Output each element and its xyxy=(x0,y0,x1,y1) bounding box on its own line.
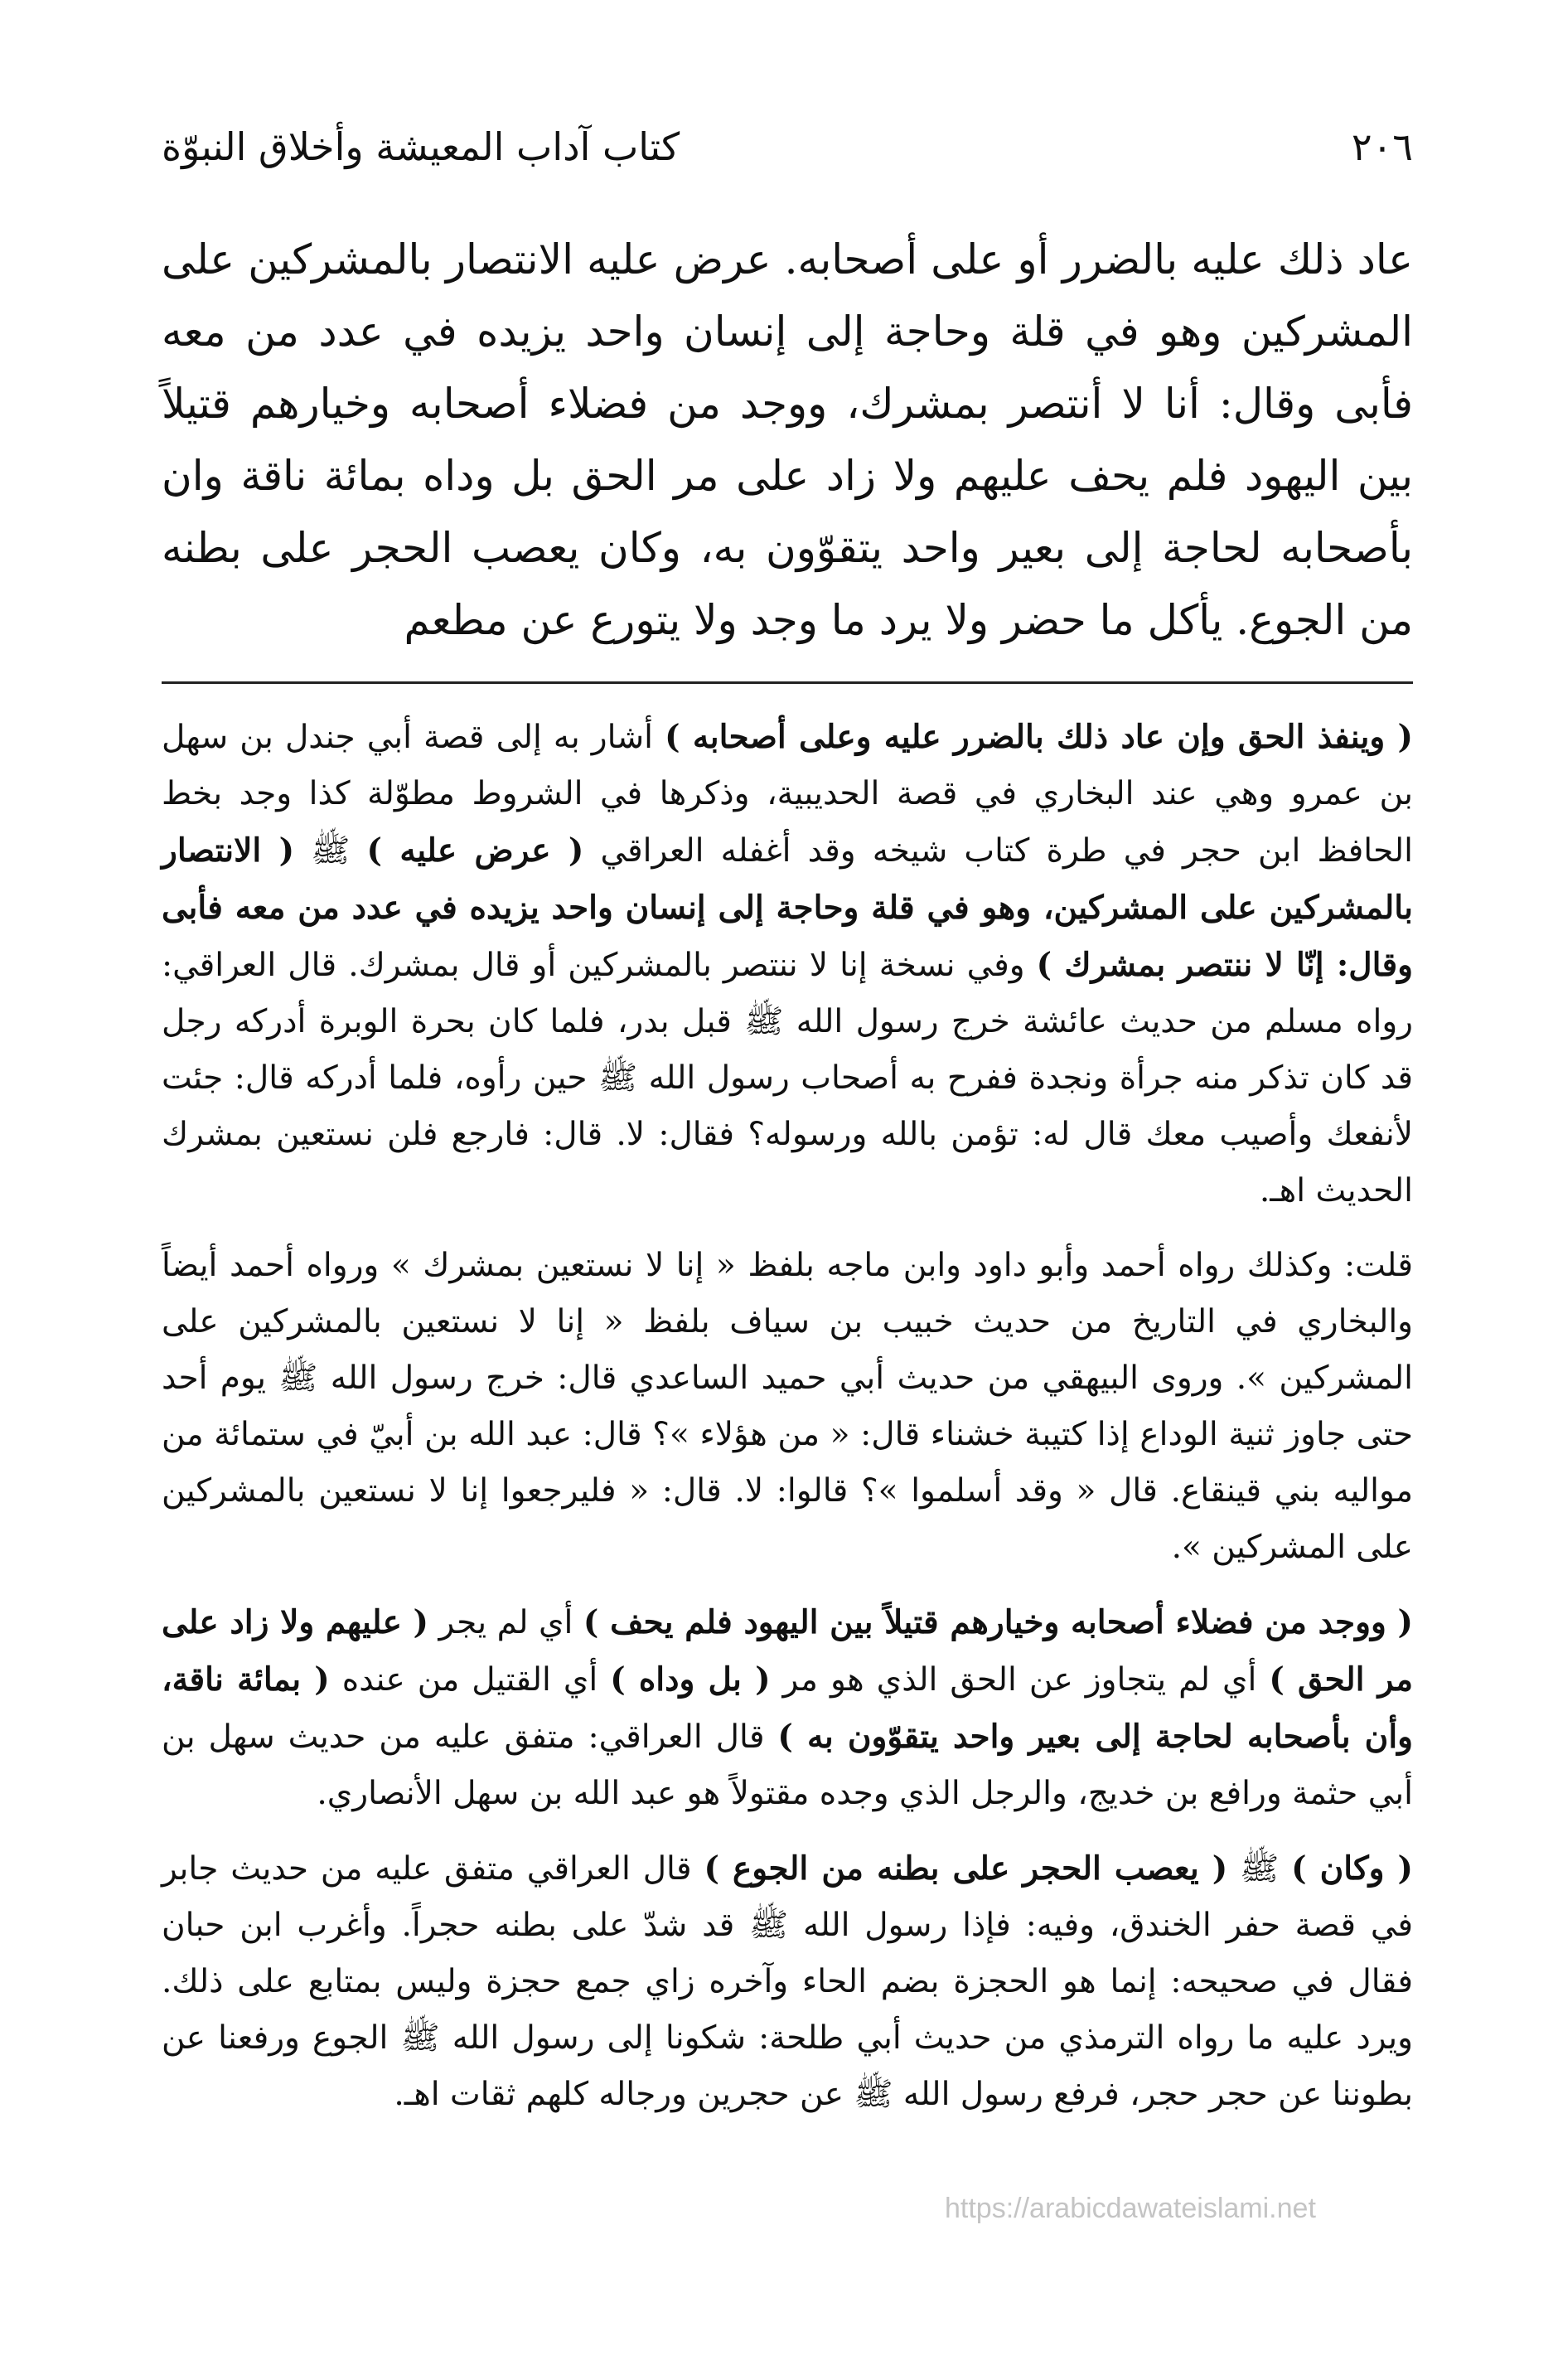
commentary-text: ﷺ xyxy=(294,832,367,870)
commentary-paragraph xyxy=(162,709,1413,1219)
watermark: https://arabicdawateislami.net xyxy=(945,2193,1316,2224)
book-page xyxy=(162,124,1413,2141)
commentary-paragraph xyxy=(162,1840,1413,2123)
commentary-text: قال العراقي: متفق عليه من حديث سهل بن أبي حثمة ورافع بن خديج، والرجل الذي وجده مقتولاً هو عبد الله بن سهل الأنصاري. xyxy=(162,1718,1413,1812)
commentary-text: أشار به إلى قصة أبي جندل بن سهل بن عمرو وهي عند البخاري في قصة الحديبية، وذكرها في الشروط مطوّلة كذا وجد بخط الحافظ ابن حجر في طرة كتاب شيخه وقد أغفله العراقي xyxy=(162,719,1413,870)
commentary-text: أي لم يجر xyxy=(428,1604,583,1641)
commentary-paragraph xyxy=(162,1238,1413,1576)
footnote-divider xyxy=(162,681,1413,684)
book-title: كتاب آداب المعيشة وأخلاق النبوّة xyxy=(162,124,680,169)
commentary-text: أي القتيل من عنده xyxy=(329,1661,611,1699)
quoted-phrase: ( الانتصار بالمشركين على المشركين، وهو في قلة وحاجة إلى إنسان واحد يزيده في عدد من معه فأبى وقال: إنّا لا ننتصر بمشرك ) xyxy=(162,831,1413,984)
commentary-paragraph xyxy=(162,1594,1413,1822)
commentary-text: قال العراقي متفق عليه من حديث جابر في قصة حفر الخندق، وفيه: فإذا رسول الله ﷺ قد شدّ على بطنه حجراً. وأغرب ابن حبان فقال في صحيحه: إنما هو الحجزة بضم الحاء وآخره زاي جمع حجزة وليس بمتابع على ذلك. ويرد عليه ما رواه الترمذي من حديث أبي طلحة: شكونا إلى رسول الله ﷺ الجوع ورفعنا عن بطوننا عن حجر حجر، فرفع رسول الله ﷺ عن حجرين ورجاله كلهم ثقات اهـ. xyxy=(162,1850,1413,2113)
commentary-text: قلت: وكذلك رواه أحمد وأبو داود وابن ماجه بلفظ « إنا لا نستعين بمشرك » ورواه أحمد أيضاً والبخاري في التاريخ من حديث خبيب بن سياف بلفظ « إنا لا نستعين بالمشركين على المشركين ». وروى البيهقي من حديث أبي حميد الساعدي قال: خرج رسول الله ﷺ يوم أحد حتى جاوز ثنية الوداع إذا كتيبة خشناء قال: « من هؤلاء »؟ قال: عبد الله بن أبيّ في ستمائة من مواليه بني قينقاع. قال « وقد أسلموا »؟ قالوا: لا. قال: « فليرجعوا إنا لا نستعين بالمشركين على المشركين ». xyxy=(162,1247,1413,1566)
quoted-phrase: ( بمائة ناقة، وأن بأصحابه لحاجة إلى بعير واحد يتقوّون به ) xyxy=(162,1660,1413,1756)
page-number: ٢٠٦ xyxy=(1351,124,1413,169)
main-text xyxy=(162,224,1413,657)
main-paragraph: عاد ذلك عليه بالضرر أو على أصحابه. عرض عليه الانتصار بالمشركين على المشركين وهو في قلة وحاجة إلى إنسان واحد يزيده في عدد من معه فأبى وقال: أنا لا أنتصر بمشرك، ووجد من فضلاء أصحابه وخيارهم قتيلاً بين اليهود فلم يحف عليهم ولا زاد على مر الحق بل وداه بمائة ناقة وان بأصحابه لحاجة إلى بعير واحد يتقوّون به، وكان يعصب الحجر على بطنه من الجوع. يأكل ما حضر ولا يرد ما وجد ولا يتورع عن مطعم xyxy=(162,235,1413,644)
page-header xyxy=(162,124,1413,191)
quoted-phrase: ( عرض عليه ) xyxy=(366,831,584,870)
commentary-text: أي لم يتجاوز عن الحق الذي هو مر xyxy=(770,1661,1270,1699)
quoted-phrase: ( ووجد من فضلاء أصحابه وخيارهم قتيلاً بين اليهود فلم يحف ) xyxy=(583,1603,1413,1641)
quoted-phrase: ( عليهم ولا زاد على مر الحق ) xyxy=(162,1603,1414,1699)
commentary xyxy=(162,709,1413,2123)
commentary-text: ﷺ xyxy=(1227,1850,1292,1888)
commentary-text: وفي نسخة إنا لا ننتصر بالمشركين أو قال بمشرك. قال العراقي: رواه مسلم من حديث عائشة خرج رسول الله ﷺ قبل بدر، فلما كان بحرة الوبرة أدركه رجل قد كان تذكر منه جرأة ونجدة ففرح به أصحاب رسول الله ﷺ حين رأوه، فلما أدركه قال: جئت لأنفعك وأصيب معك قال له: تؤمن بالله ورسوله؟ فقال: لا. قال: فارجع فلن نستعين بمشرك الحديث اهـ. xyxy=(162,947,1413,1209)
quoted-phrase: ( وكان ) xyxy=(1291,1849,1414,1888)
quoted-phrase: ( بل وداه ) xyxy=(610,1660,771,1699)
quoted-phrase: ( وينفذ الحق وإن عاد ذلك بالضرر عليه وعلى أصحابه ) xyxy=(665,718,1413,756)
quoted-phrase: ( يعصب الحجر على بطنه من الجوع ) xyxy=(704,1849,1228,1888)
